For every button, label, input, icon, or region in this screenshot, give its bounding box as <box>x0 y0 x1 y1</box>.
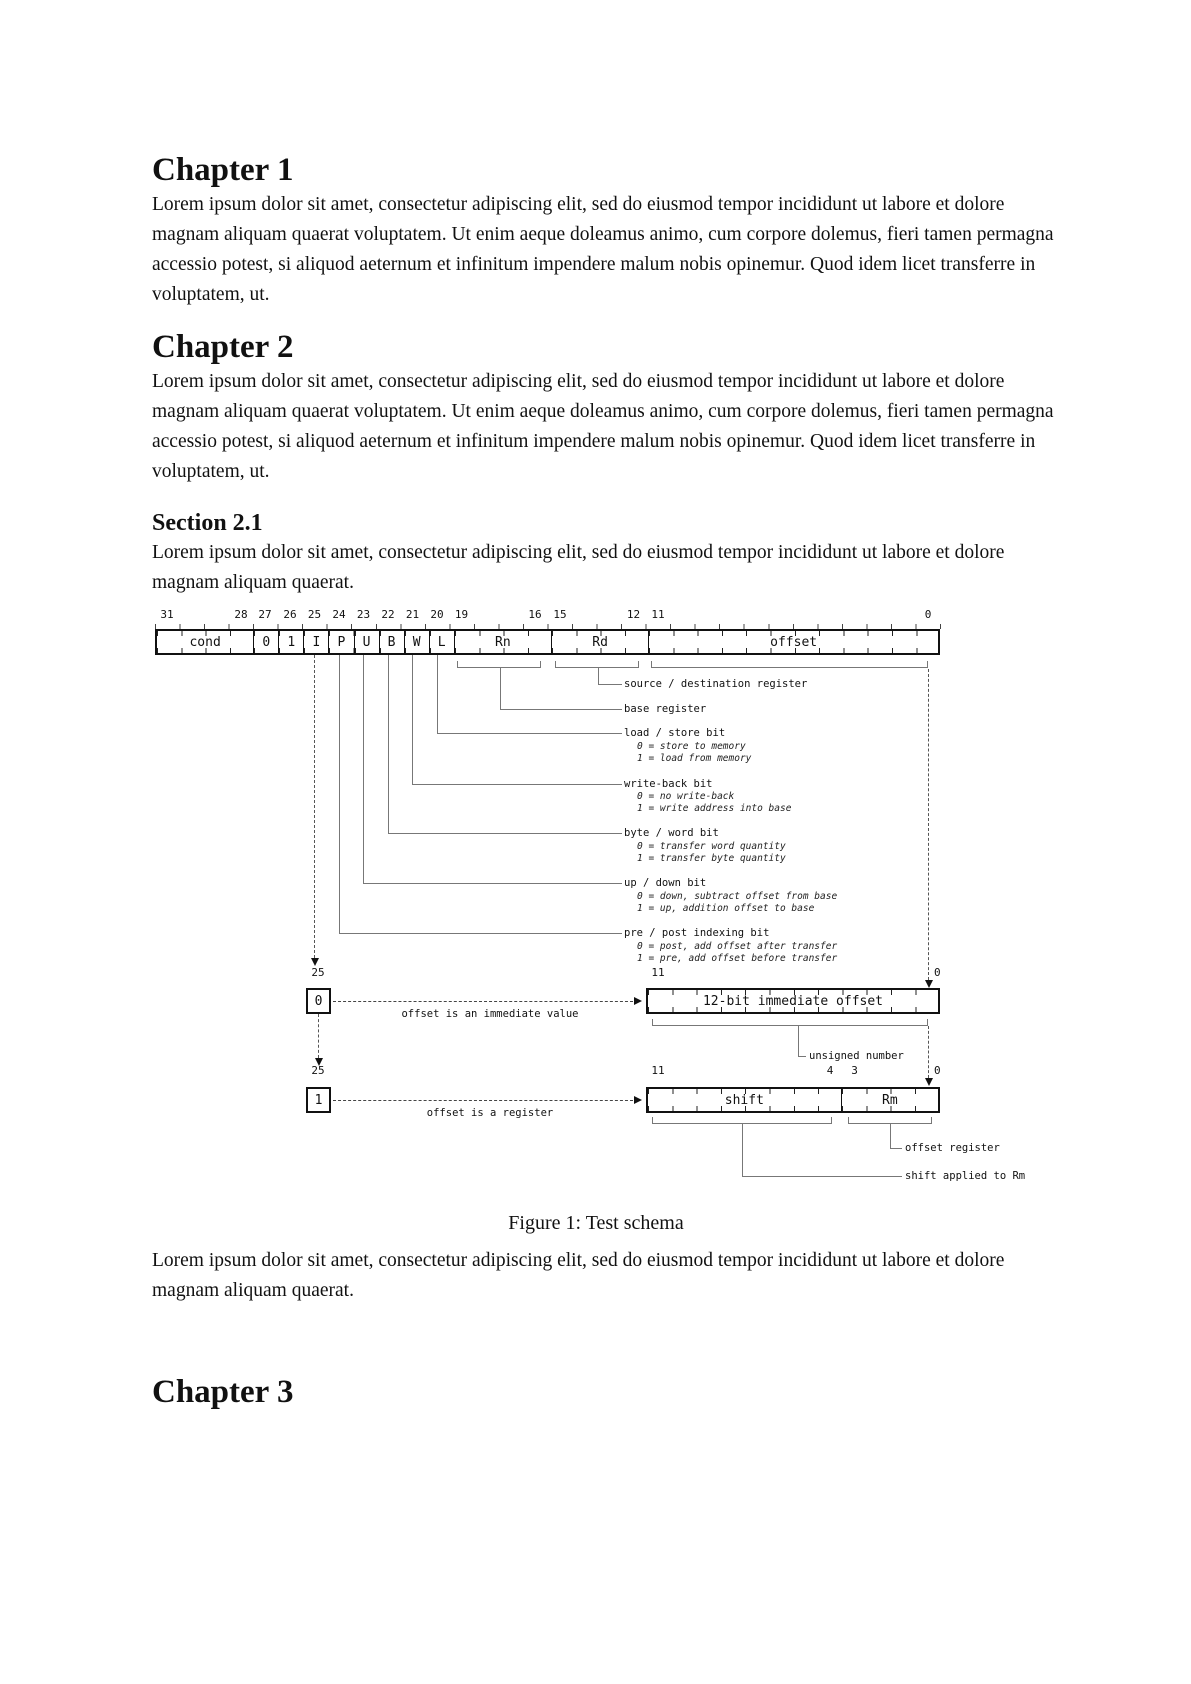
label-up-down-1: 1 = up, addition offset to base <box>637 903 815 914</box>
label-pre-post: pre / post indexing bit <box>624 927 770 939</box>
line-unsigned-drop <box>798 1026 799 1056</box>
bit-label-0-reg: 0 <box>934 1064 941 1077</box>
section-2-1-heading: Section 2.1 <box>152 510 263 536</box>
flag-box-immediate: 0 <box>306 988 331 1014</box>
field-Rd: Rd <box>551 631 648 653</box>
bit-label-4-reg: 4 <box>826 1064 834 1077</box>
label-up-down-0: 0 = down, subtract offset from base <box>637 891 838 902</box>
bracket-rm <box>848 1117 932 1124</box>
bit-label-24: 24 <box>332 608 346 621</box>
label-offset-immediate: offset is an immediate value <box>401 1008 579 1020</box>
bit-label-21: 21 <box>405 608 420 621</box>
bit-label-16: 16 <box>528 608 542 621</box>
bit-label-19: 19 <box>454 608 469 621</box>
flag-box-register: 1 <box>306 1087 331 1113</box>
label-pre-post-1: 1 = pre, add offset before transfer <box>637 953 838 964</box>
bracket-rn <box>457 661 541 668</box>
field-P: P <box>328 631 353 653</box>
arrow-right-icon <box>634 1096 642 1104</box>
line-w-lead <box>412 784 622 785</box>
bracket-offset <box>651 661 928 668</box>
bit-label-25-reg: 25 <box>311 1064 325 1077</box>
label-load-store: load / store bit <box>624 727 726 739</box>
line-rm-drop <box>890 1124 891 1148</box>
line-shift-drop <box>742 1124 743 1176</box>
label-write-back-1: 1 = write address into base <box>637 803 792 814</box>
arrow-right-icon <box>634 997 642 1005</box>
field-L: L <box>429 631 454 653</box>
line-rd-lead <box>598 684 622 685</box>
bit-label-0-imm: 0 <box>934 966 941 979</box>
line-u-drop <box>363 655 364 883</box>
field-12bit-immediate: 12-bit immediate offset <box>648 990 938 1012</box>
label-write-back-0: 0 = no write-back <box>637 791 735 802</box>
bit-label-23: 23 <box>356 608 371 621</box>
dashed-line-flag0 <box>318 1014 319 1058</box>
line-shift-lead <box>742 1176 902 1177</box>
line-p-lead <box>339 933 622 934</box>
bit-label-0: 0 <box>924 608 932 621</box>
bit-label-11-imm: 11 <box>651 966 665 979</box>
chapter-2-paragraph: Lorem ipsum dolor sit amet, consectetur adipiscing elit, sed do eiusmod tempor incididunt ut labore et dolore magnam aliquam quaerat voluptatem. Ut enim aeque doleamus animo, cum corpore dolemus, fieri tamen permagna accessio potest, si aliquod aeternum et infinitum impendere malum nobis opinemur. Quod idem licet transferre in voluptatem, ut. <box>152 371 1054 482</box>
bit-label-12: 12 <box>626 608 641 621</box>
line-rd-drop <box>598 668 599 684</box>
bit-label-25-imm: 25 <box>311 966 325 979</box>
bit-label-3-reg: 3 <box>851 1064 858 1077</box>
line-rn-drop <box>500 668 501 709</box>
line-b-lead <box>388 833 622 834</box>
bracket-rd <box>555 661 639 668</box>
arrow-down-icon <box>925 980 933 988</box>
line-w-drop <box>412 655 413 784</box>
label-byte-word: byte / word bit <box>624 827 719 839</box>
line-rm-lead <box>890 1148 902 1149</box>
label-shift-applied: shift applied to Rm <box>905 1170 1026 1182</box>
field-const0: 0 <box>253 631 278 653</box>
bit-label-11: 11 <box>651 608 665 621</box>
field-offset: offset <box>648 631 938 653</box>
field-B: B <box>379 631 404 653</box>
bracket-shift <box>652 1117 832 1124</box>
line-b-drop <box>388 655 389 833</box>
label-byte-word-1: 1 = transfer byte quantity <box>637 853 786 864</box>
label-offset-register: offset register <box>905 1142 1000 1154</box>
bit-label-26: 26 <box>283 608 297 621</box>
label-load-store-0: 0 = store to memory <box>637 741 746 752</box>
chapter-1-paragraph: Lorem ipsum dolor sit amet, consectetur adipiscing elit, sed do eiusmod tempor incididunt ut labore et dolore magnam aliquam quaerat voluptatem. Ut enim aeque doleamus animo, cum corpore dolemus, fieri tamen permagna accessio potest, si aliquod aeternum et infinitum impendere malum nobis opinemur. Quod idem licet transferre in voluptatem, ut. <box>152 194 1054 305</box>
field-cond: cond <box>157 631 253 653</box>
line-l-drop <box>437 655 438 733</box>
line-unsigned-lead <box>798 1056 806 1057</box>
label-source-dest: source / destination register <box>624 678 808 690</box>
bit-label-25: 25 <box>307 608 322 621</box>
label-write-back: write-back bit <box>624 778 713 790</box>
line-rn-lead <box>500 709 622 710</box>
label-unsigned-number: unsigned number <box>809 1050 904 1062</box>
label-base-register: base register <box>624 703 707 715</box>
field-const1: 1 <box>278 631 303 653</box>
bit-label-27: 27 <box>258 608 272 621</box>
label-load-store-1: 1 = load from memory <box>637 753 752 764</box>
line-p-drop <box>339 655 340 933</box>
bit-label-15: 15 <box>553 608 567 621</box>
dashed-arrow-immediate <box>333 1001 633 1002</box>
figure-caption: Figure 1: Test schema <box>508 1212 684 1234</box>
field-I: I <box>303 631 328 653</box>
instruction-register <box>155 629 940 655</box>
section-2-1-paragraph: Lorem ipsum dolor sit amet, consectetur adipiscing elit, sed do eiusmod tempor incididunt ut labore et dolore magnam aliquam quaerat. <box>152 542 1005 593</box>
bit-label-22: 22 <box>381 608 395 621</box>
field-U: U <box>354 631 379 653</box>
field-W: W <box>404 631 429 653</box>
closing-paragraph: Lorem ipsum dolor sit amet, consectetur adipiscing elit, sed do eiusmod tempor incididunt ut labore et dolore magnam aliquam quaerat. <box>152 1250 1005 1301</box>
label-up-down: up / down bit <box>624 877 707 889</box>
chapter-2-heading: Chapter 2 <box>152 329 294 365</box>
immediate-offset-register <box>646 988 940 1014</box>
dashed-arrow-register <box>333 1100 633 1101</box>
dashed-line-bit0-b <box>928 1026 929 1078</box>
line-u-lead <box>363 883 622 884</box>
dashed-line-i-bit <box>314 655 315 958</box>
dashed-line-bit0-a <box>928 669 929 980</box>
chapter-3-heading: Chapter 3 <box>152 1374 294 1410</box>
arrow-down-icon <box>925 1078 933 1086</box>
label-pre-post-0: 0 = post, add offset after transfer <box>637 941 838 952</box>
bit-label-20: 20 <box>430 608 444 621</box>
label-offset-register-mode: offset is a register <box>426 1107 554 1119</box>
chapter-1-heading: Chapter 1 <box>152 152 294 188</box>
bit-label-31: 31 <box>160 608 174 621</box>
bit-label-11-reg: 11 <box>651 1064 665 1077</box>
label-byte-word-0: 0 = transfer word quantity <box>637 841 786 852</box>
bracket-immediate <box>652 1019 928 1026</box>
shift-rm-register <box>646 1087 940 1113</box>
field-rm: Rm <box>841 1089 938 1111</box>
bit-label-28: 28 <box>234 608 248 621</box>
field-Rn: Rn <box>454 631 551 653</box>
field-shift: shift <box>648 1089 841 1111</box>
line-l-lead <box>437 733 622 734</box>
arrow-down-icon <box>311 958 319 966</box>
